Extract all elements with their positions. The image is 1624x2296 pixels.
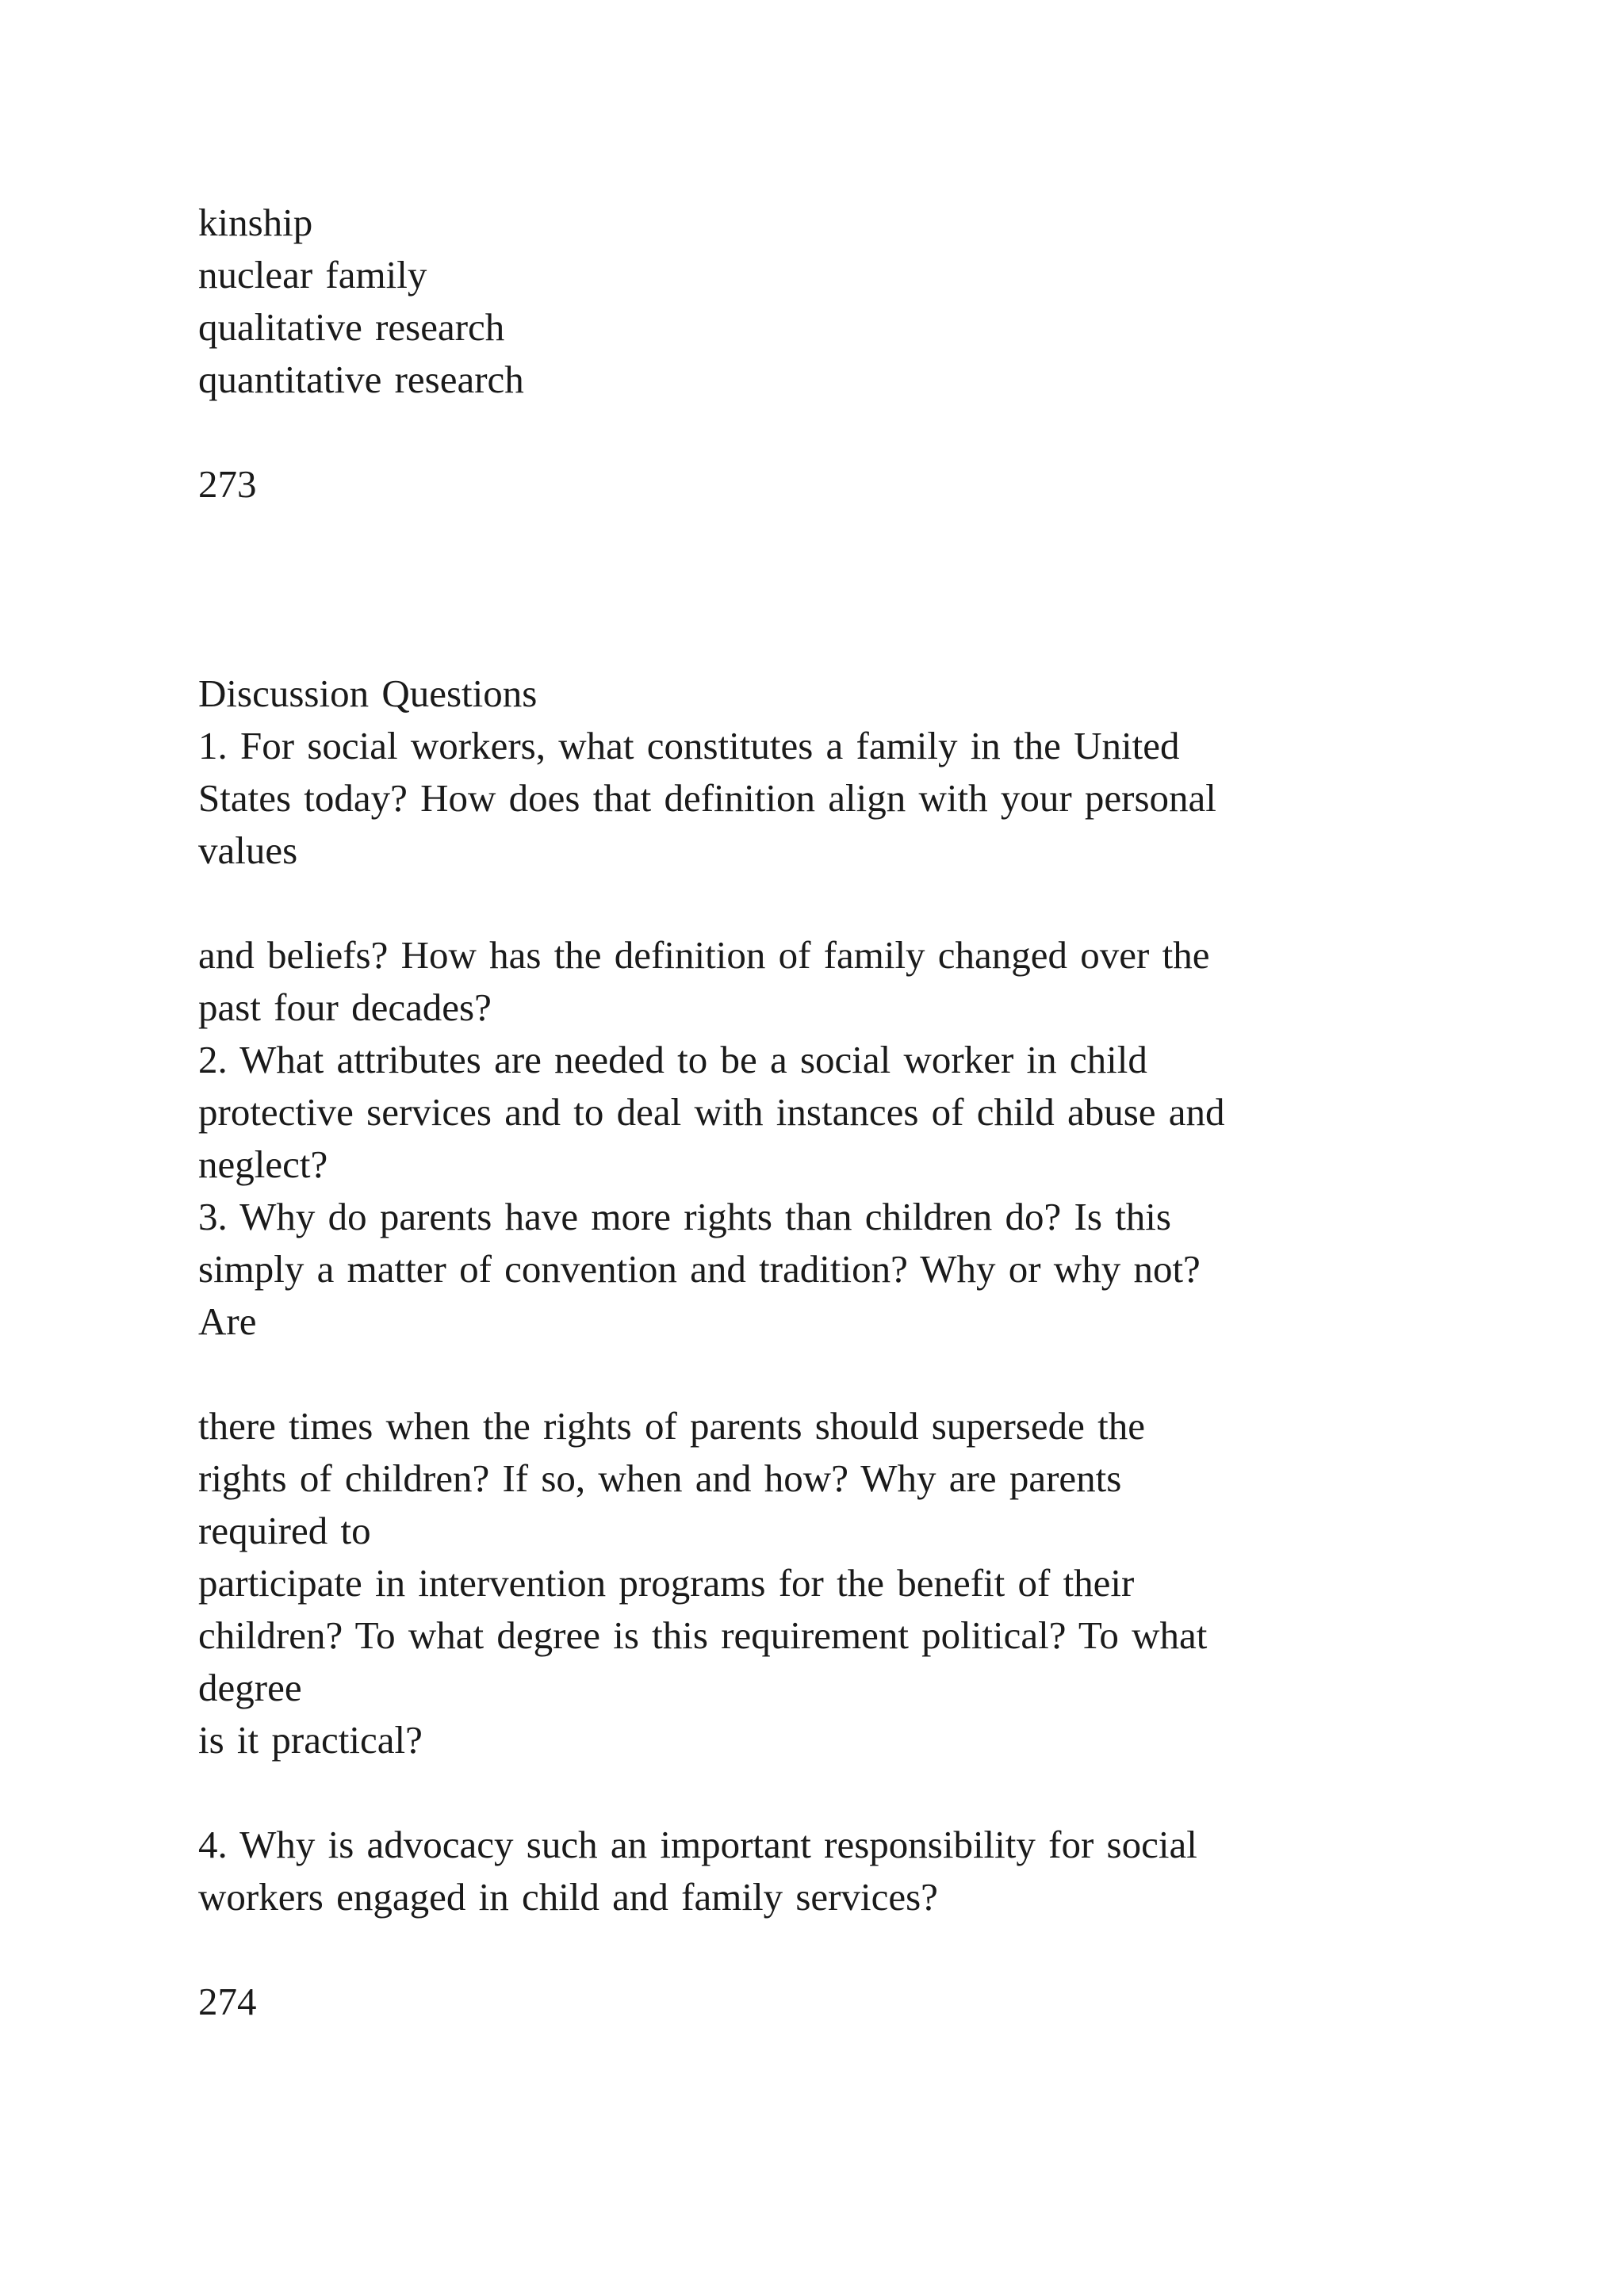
question-line: there times when the rights of parents should supersede the [198, 1404, 1146, 1448]
page-number: 274 [198, 1980, 257, 2023]
question-line: protective services and to deal with instances of child abuse and [198, 1090, 1225, 1134]
question-line: Are [198, 1299, 257, 1343]
question-line: 4. Why is advocacy such an important responsibility for social [198, 1823, 1197, 1866]
question-line: children? To what degree is this requirement political? To what [198, 1613, 1208, 1657]
term-kinship: kinship [198, 201, 313, 244]
question-line: neglect? [198, 1142, 328, 1186]
term-quantitative-research: quantitative research [198, 358, 524, 401]
question-line: rights of children? If so, when and how? Why are parents [198, 1456, 1122, 1500]
page-number: 273 [198, 462, 257, 506]
question-line: 1. For social workers, what constitutes a family in the United [198, 724, 1180, 767]
term-qualitative-research: qualitative research [198, 305, 505, 349]
question-line: States today? How does that definition align with your personal [198, 776, 1216, 820]
section-heading: Discussion Questions [198, 672, 538, 715]
question-line: is it practical? [198, 1718, 423, 1762]
question-line: simply a matter of convention and tradition? Why or why not? [198, 1247, 1201, 1291]
question-line: values [198, 828, 298, 872]
question-line: required to [198, 1509, 371, 1552]
question-line: participate in intervention programs for the benefit of their [198, 1561, 1135, 1605]
term-nuclear-family: nuclear family [198, 253, 427, 297]
question-line: and beliefs? How has the definition of family changed over the [198, 933, 1210, 977]
question-line: past four decades? [198, 985, 492, 1029]
question-line: workers engaged in child and family services? [198, 1875, 938, 1919]
question-line: 2. What attributes are needed to be a social worker in child [198, 1038, 1147, 1081]
question-line: degree [198, 1666, 302, 1709]
question-line: 3. Why do parents have more rights than children do? Is this [198, 1195, 1171, 1238]
